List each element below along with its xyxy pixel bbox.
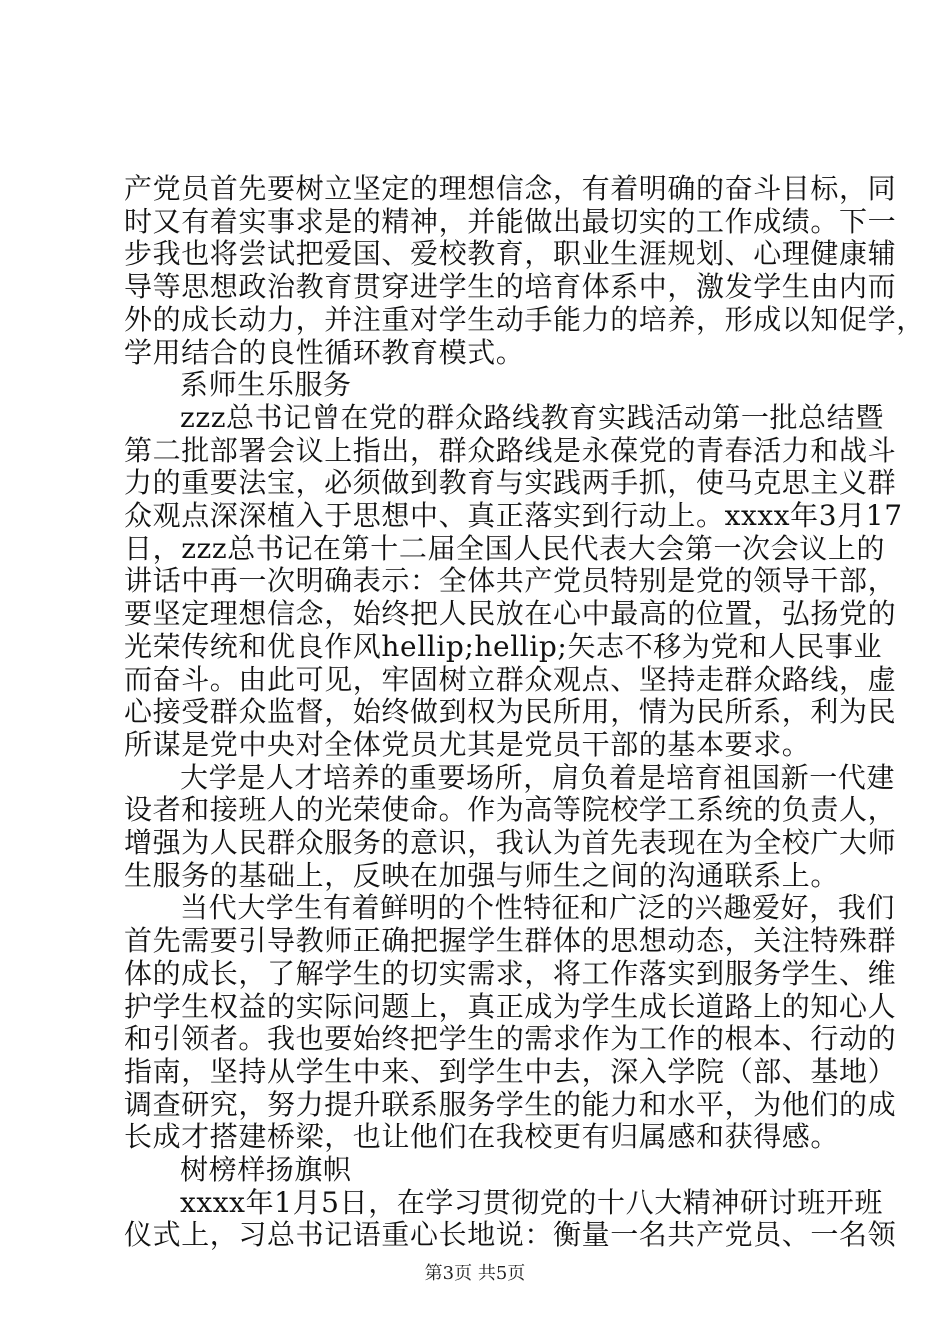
text-line: 和引领者。我也要始终把学生的需求作为工作的根本、行动的 [124, 1022, 897, 1056]
text-line: 护学生权益的实际问题上，真正成为学生成长道路上的知心人 [124, 989, 897, 1023]
text-line: 心接受群众监督，始终做到权为民所用，情为民所系，利为民 [124, 695, 897, 729]
text-line: 增强为人民群众服务的意识，我认为首先表现在为全校广大师 [124, 826, 897, 859]
text-line: 产党员首先要树立坚定的理想信念，有着明确的奋斗目标，同 [124, 172, 897, 205]
text-line: 调查研究，努力提升联系服务学生的能力和水平，为他们的成 [124, 1087, 897, 1121]
text-line: 学用结合的良性循环教育模式。 [124, 335, 525, 369]
text-line: 长成才搭建桥梁，也让他们在我校更有归属感和获得感。 [124, 1120, 840, 1154]
section-heading: 树榜样扬旗帜 [180, 1153, 352, 1186]
text-line: xxxx年1月5日，在学习贯彻党的十八大精神研讨班开班 [180, 1185, 883, 1219]
text-line: 生服务的基础上，反映在加强与师生之间的沟通联系上。 [124, 858, 840, 892]
text-line: 要坚定理想信念，始终把人民放在心中最高的位置，弘扬党的 [124, 597, 897, 631]
text-line: 步我也将尝试把爱国、爱校教育，职业生涯规划、心理健康辅 [124, 237, 897, 271]
text-line: 大学是人才培养的重要场所，肩负着是培育祖国新一代建 [180, 760, 896, 794]
text-line: 当代大学生有着鲜明的个性特征和广泛的兴趣爱好，我们 [180, 891, 896, 925]
text-line: 讲话中再一次明确表示：全体共产党员特别是党的领导干部， [124, 564, 897, 598]
text-line: 日，zzz总书记在第十二届全国人民代表大会第一次会议上的 [124, 531, 886, 565]
text-line: 所谋是党中央对全体党员尤其是党员干部的基本要求。 [124, 727, 811, 761]
text-line: 仪式上，习总书记语重心长地说：衡量一名共产党员、一名领 [124, 1218, 897, 1252]
text-line: 而奋斗。由此可见，牢固树立群众观点、坚持走群众路线，虚 [124, 662, 897, 696]
text-line: 光荣传统和优良作风hellip;hellip;矢志不移为党和人民事业 [124, 629, 883, 663]
text-line: zzz总书记曾在党的群众路线教育实践活动第一批总结暨 [180, 400, 884, 434]
text-line: 体的成长，了解学生的切实需求，将工作落实到服务学生、维 [124, 956, 897, 990]
text-line: 指南，坚持从学生中来、到学生中去，深入学院（部、基地） [124, 1054, 897, 1088]
text-line: 首先需要引导教师正确把握学生群体的思想动态，关注特殊群 [124, 924, 897, 958]
text-line: 第二批部署会议上指出，群众路线是永葆党的青春活力和战斗 [124, 433, 897, 467]
text-line: 时又有着实事求是的精神，并能做出最切实的工作成绩。下一 [124, 204, 897, 238]
text-line: 导等思想政治教育贯穿进学生的培育体系中，激发学生由内而 [124, 270, 897, 304]
section-heading: 系师生乐服务 [180, 368, 352, 402]
text-line: 设者和接班人的光荣使命。作为高等院校学工系统的负责人， [124, 793, 897, 827]
text-line: 外的成长动力，并注重对学生动手能力的培养，形成以知促学， [124, 302, 925, 336]
text-line: 力的重要法宝，必须做到教育与实践两手抓，使马克思主义群 [124, 466, 897, 500]
text-line: 众观点深深植入于思想中、真正落实到行动上。xxxx年3月17 [124, 499, 903, 532]
page-number-footer: 第3页 共5页 [424, 1263, 526, 1284]
